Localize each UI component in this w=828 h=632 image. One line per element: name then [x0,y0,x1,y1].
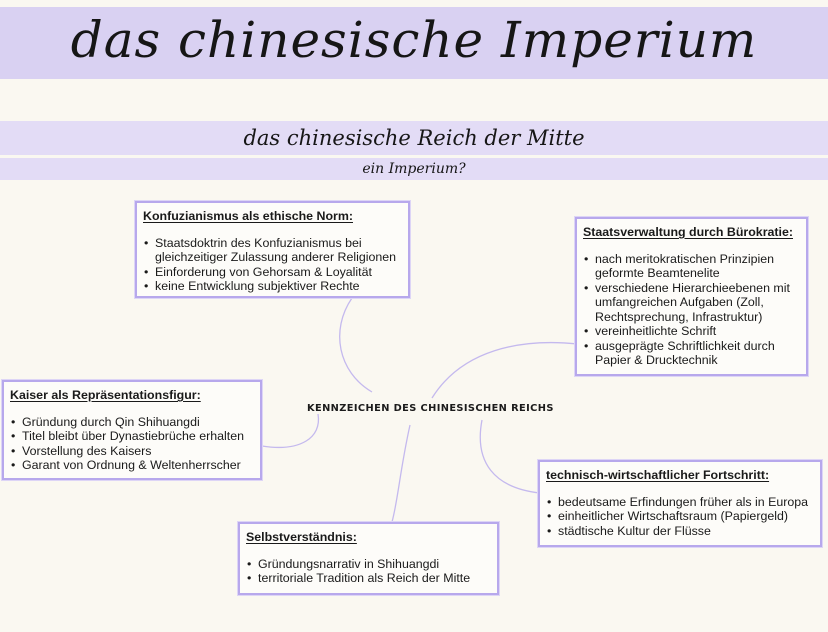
list-item: • städtische Kultur der Flüsse [546,524,810,539]
list-item: • nach meritokratischen Prinzipien geformte Beamtenelite [583,252,796,281]
box-list [546,495,810,539]
box-title: Kaiser als Repräsentationsfigur: [10,388,201,402]
list-item: • Staatsdoktrin des Konfuzianismus bei gleichzeitiger Zulassung anderer Religionen [143,236,398,265]
list-item: • verschiedene Hierarchieebenen mit umfangreichen Aufgaben (Zoll, Rechtsprechung, Infrastruktur) [583,281,796,325]
list-item: • einheitlicher Wirtschaftsraum (Papiergeld) [546,509,810,524]
list-item: • ausgeprägte Schriftlichkeit durch Papier & Drucktechnik [583,339,796,368]
box-staatsverwaltung [575,217,808,376]
connector-selbstverstaendnis [392,425,410,522]
list-item: • vereinheitlichte Schrift [583,324,796,339]
box-selbstverstaendnis [238,522,499,595]
box-title: technisch-wirtschaftlicher Fortschritt: [546,468,770,482]
box-title: Konfuzianismus als ethische Norm: [143,209,353,223]
connector-kaiser [262,414,318,447]
page-title: das chinesische Imperium [70,11,758,69]
connector-konfuzianismus [340,298,372,392]
box-konfuzianismus [135,201,410,298]
box-fortschritt [538,460,822,547]
page-subtitle: das chinesische Reich der Mitte [243,126,585,150]
connector-staatsverwaltung [432,343,578,398]
box-list [10,415,250,473]
page-question: ein Imperium? [362,161,466,177]
central-topic: KENNZEICHEN DES CHINESISCHEN REICHS [307,403,554,414]
box-list [143,236,398,294]
box-title: Selbstverständnis: [246,530,357,544]
list-item: • bedeutsame Erfindungen früher als in Europa [546,495,810,510]
list-item: • Gründung durch Qin Shihuangdi [10,415,250,430]
list-item: • Garant von Ordnung & Weltenherrscher [10,458,250,473]
box-title: Staatsverwaltung durch Bürokratie: [583,225,793,239]
list-item: • Vorstellung des Kaisers [10,444,250,459]
list-item: • keine Entwicklung subjektiver Rechte [143,279,398,294]
box-kaiser [2,380,262,480]
list-item: • Gründungsnarrativ in Shihuangdi [246,557,487,572]
box-list [246,557,487,586]
box-list [583,252,796,368]
connector-fortschritt [480,420,540,493]
list-item: • Einforderung von Gehorsam & Loyalität [143,265,398,280]
list-item: • Titel bleibt über Dynastiebrüche erhalten [10,429,250,444]
list-item: • territoriale Tradition als Reich der Mitte [246,571,487,586]
